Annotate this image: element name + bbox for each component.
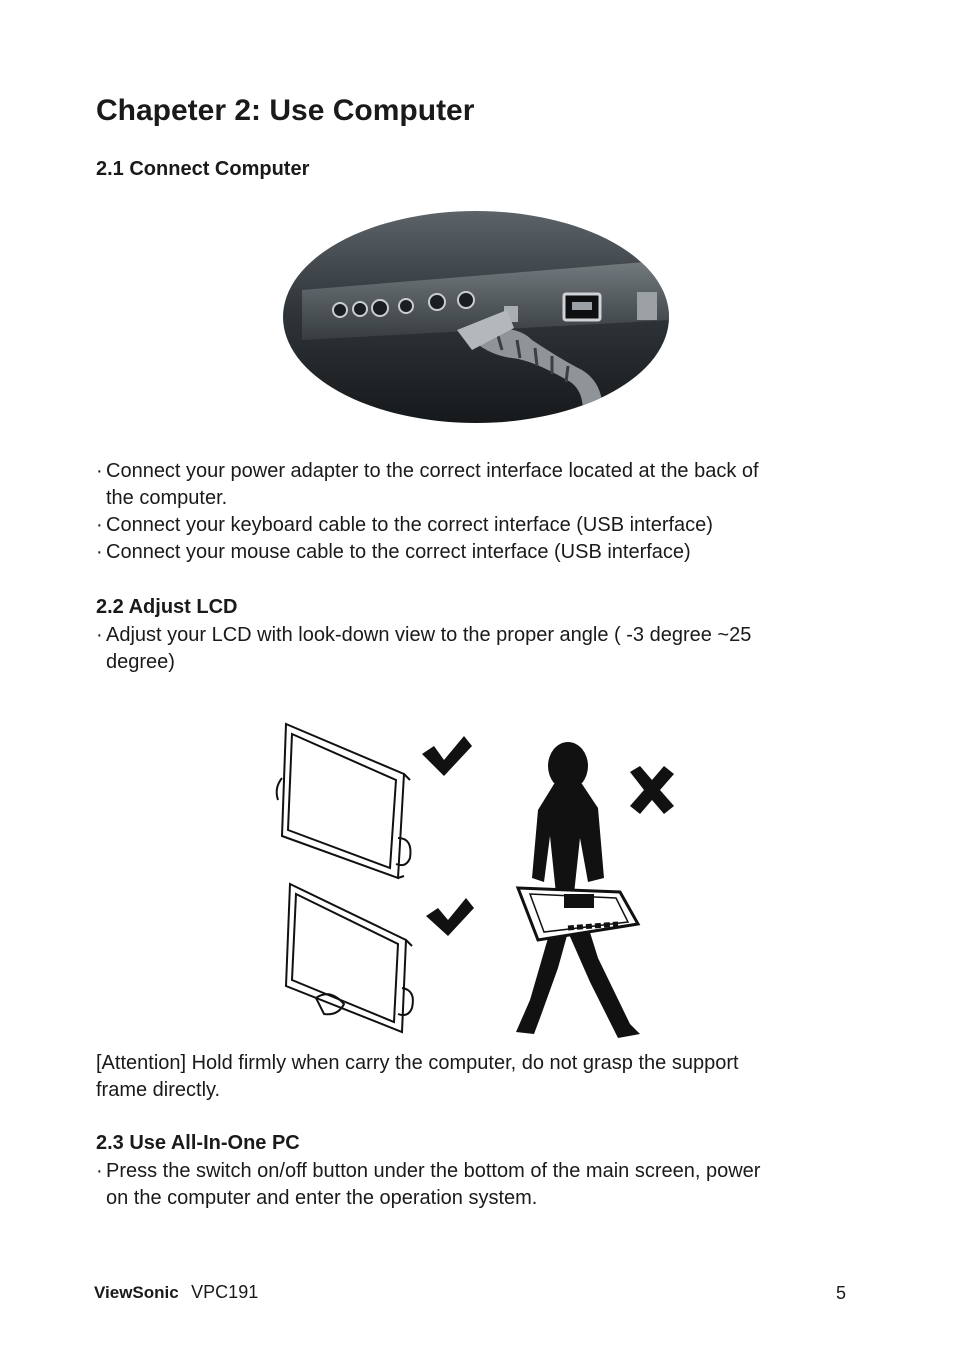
bullet-text-line: degree) bbox=[106, 651, 175, 673]
bullet-dot: · bbox=[96, 460, 103, 482]
list-item-power-adapter bbox=[96, 458, 876, 518]
bullet-dot: · bbox=[96, 541, 103, 563]
monitor-tilted-drawing bbox=[286, 884, 413, 1032]
page-number: 5 bbox=[836, 1283, 847, 1303]
monitor-upright-drawing bbox=[277, 724, 411, 878]
bullet-dot: · bbox=[96, 514, 103, 536]
cross-icon bbox=[630, 766, 674, 814]
bullet-text-line: Press the switch on/off button under the bottom of the main screen, power bbox=[106, 1160, 761, 1182]
section-heading-adjust-lcd: 2.2 Adjust LCD bbox=[96, 596, 238, 618]
ports-photo bbox=[282, 210, 670, 424]
attention-line: [Attention] Hold firmly when carry the computer, do not grasp the support bbox=[96, 1052, 739, 1074]
bullet-dot: · bbox=[96, 624, 103, 646]
list-item-mouse-cable bbox=[96, 539, 876, 569]
bullet-text-line: Connect your keyboard cable to the correct interface (USB interface) bbox=[106, 514, 713, 536]
list-item-power-on bbox=[96, 1158, 876, 1218]
footer-brand: ViewSonic bbox=[94, 1283, 179, 1302]
bullet-text-line: on the computer and enter the operation system. bbox=[106, 1187, 538, 1209]
page-title: Chapeter 2: Use Computer bbox=[96, 94, 475, 127]
list-item-adjust-lcd bbox=[96, 622, 876, 682]
check-icon bbox=[422, 736, 472, 776]
list-item-keyboard-cable bbox=[96, 512, 876, 542]
attention-note bbox=[96, 1050, 876, 1104]
lcd-handling-illustration bbox=[268, 718, 688, 1040]
check-icon bbox=[426, 898, 474, 936]
attention-line: frame directly. bbox=[96, 1079, 221, 1101]
bullet-text-line: the computer. bbox=[106, 487, 228, 509]
section-heading-use-all-in-one-pc: 2.3 Use All-In-One PC bbox=[96, 1132, 300, 1154]
bullet-dot: · bbox=[96, 1160, 103, 1182]
page-footer bbox=[94, 1282, 258, 1303]
bullet-text-line: Connect your mouse cable to the correct interface (USB interface) bbox=[106, 541, 691, 563]
bullet-text-line: Connect your power adapter to the correct interface located at the back of bbox=[106, 460, 759, 482]
section-heading-connect-computer: 2.1 Connect Computer bbox=[96, 158, 310, 180]
bullet-text-line: Adjust your LCD with look-down view to the proper angle ( -3 degree ~25 bbox=[106, 624, 752, 646]
carried-monitor-drawing bbox=[518, 888, 638, 940]
footer-model: VPC191 bbox=[191, 1282, 259, 1302]
